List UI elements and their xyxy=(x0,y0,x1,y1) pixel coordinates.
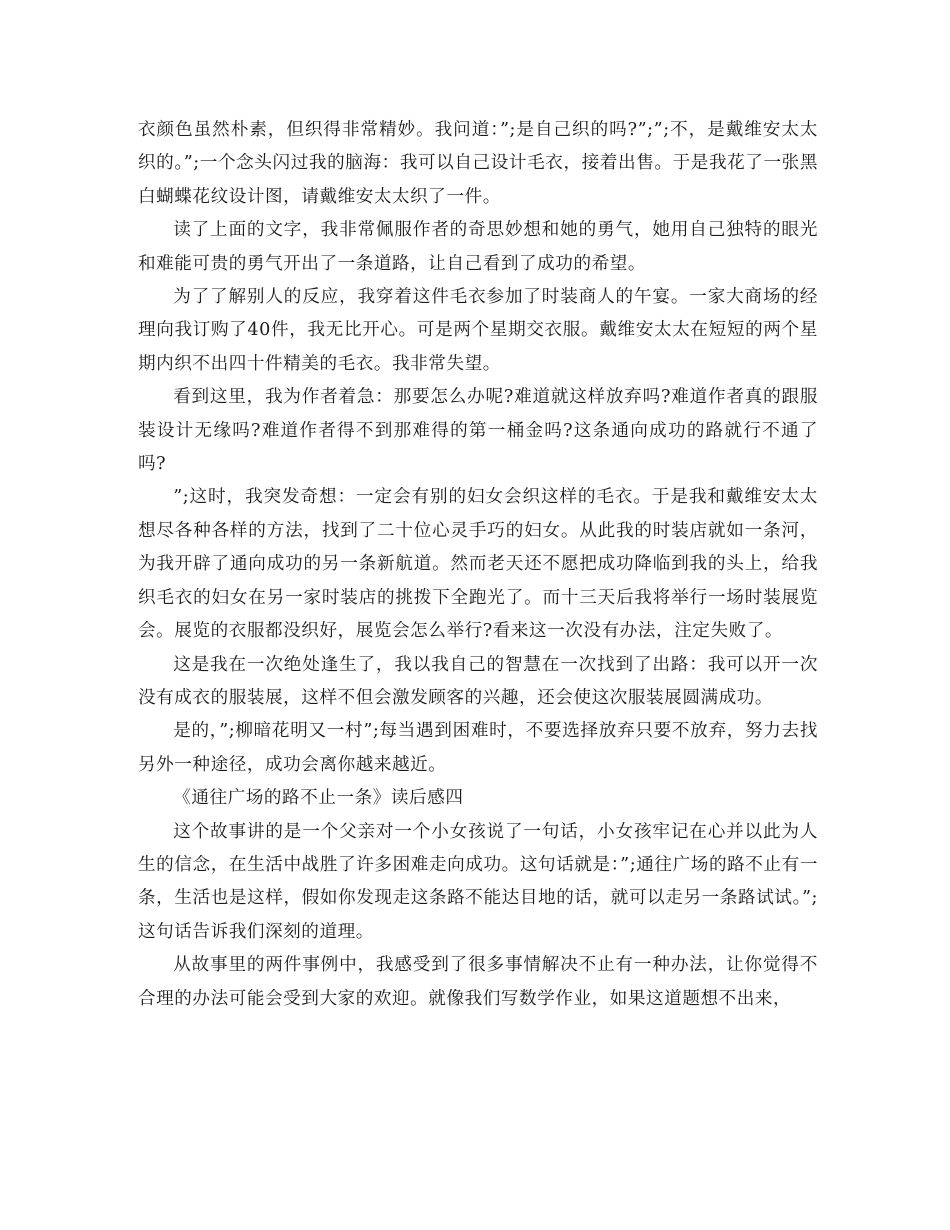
section-heading: 《通往广场的路不止一条》读后感四 xyxy=(173,788,464,809)
document-body xyxy=(138,114,818,1016)
paragraph-5: ”;这时，我突发奇想：一定会有别的妇女会织这样的毛衣。于是我和戴维安太太想尽各种各样的方法，找到了二十位心灵手巧的妇女。从此我的时装店就如一条河，为我开辟了通向成功的另一条新航道。然而老天还不愿把成功降临到我的头上，给我织毛衣的妇女在另一家时装店的挑拨下全跑光了。而十三天后我将举行一场时装展览会。展览的衣服都没织好，展览会怎么举行?看来这一次没有办法，注定失败了。 xyxy=(138,487,818,642)
paragraph-7: 是的，”;柳暗花明又一村”;每当遇到困难时，不要选择放弃只要不放弃，努力去找另外一种途径，成功会离你越来越近。 xyxy=(138,721,818,775)
paragraph-6: 这是我在一次绝处逢生了，我以我自己的智慧在一次找到了出路：我可以开一次没有成衣的服装展，这样不但会激发顾客的兴趣，还会使这次服装展圆满成功。 xyxy=(138,654,818,708)
paragraph-8: 这个故事讲的是一个父亲对一个小女孩说了一句话，小女孩牢记在心并以此为人生的信念，在生活中战胜了许多困难走向成功。这句话就是：”;通往广场的路不止有一条，生活也是这样，假如你发现走这条路不能达目地的话，就可以走另一条路试试。”;这句话告诉我们深刻的道理。 xyxy=(138,821,818,942)
paragraph-9: 从故事里的两件事例中，我感受到了很多事情解决不止有一种办法，让你觉得不合理的办法可能会受到大家的欢迎。就像我们写数学作业，如果这道题想不出来， xyxy=(138,955,818,1009)
paragraph-1: 衣颜色虽然朴素，但织得非常精妙。我问道：”;是自己织的吗?”;”;不，是戴维安太太织的。”;一个念头闪过我的脑海：我可以自己设计毛衣，接着出售。于是我花了一张黑白蝴蝶花纹设计图，请戴维安太太织了一件。 xyxy=(138,120,818,207)
paragraph-2: 读了上面的文字，我非常佩服作者的奇思妙想和她的勇气，她用自己独特的眼光和难能可贵的勇气开出了一条道路，让自己看到了成功的希望。 xyxy=(138,220,818,274)
paragraph-4: 看到这里，我为作者着急：那要怎么办呢?难道就这样放弃吗?难道作者真的跟服装设计无缘吗?难道作者得不到那难得的第一桶金吗?这条通向成功的路就行不通了吗? xyxy=(138,387,818,475)
paragraph-3: 为了了解别人的反应，我穿着这件毛衣参加了时装商人的午宴。一家大商场的经理向我订购了40件，我无比开心。可是两个星期交衣服。戴维安太太在短短的两个星期内织不出四十件精美的毛衣。我非常失望。 xyxy=(138,287,818,374)
